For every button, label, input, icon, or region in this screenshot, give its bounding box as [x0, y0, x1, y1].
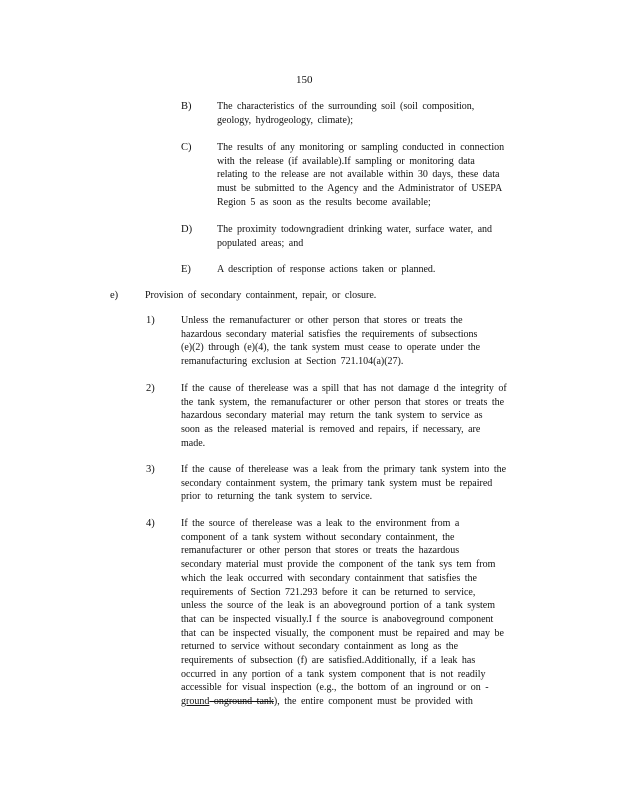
item-text [217, 263, 435, 277]
text-line: If the cause of therelease was a leak from the primary tank system into the [181, 464, 507, 475]
text-line: requirements of Section 721.293 before it can be returned to service, [181, 586, 476, 598]
text-line: prior to returning the tank system to service. [181, 491, 373, 503]
text-line-amended [181, 695, 504, 709]
inserted-text: ground [181, 696, 210, 708]
text-rest: ), the entire component must be provided with [273, 696, 473, 708]
item-text [217, 223, 492, 250]
text-line: that can be inspected visually, the component must be repaired and may be [181, 627, 504, 639]
text-line: occurred in any portion of a tank system component that is not readily [181, 668, 486, 680]
text-line: component of a tank system without secondary containment, the [181, 531, 455, 543]
item-label: D) [181, 224, 193, 235]
item-label: 2) [146, 383, 155, 394]
text-line: soon as the released material is removed and repairs, if necessary, are [181, 424, 481, 436]
item-label: 4) [146, 518, 155, 529]
text-line: Provision of secondary containment, repair, or closure. [145, 290, 377, 301]
item-text [181, 517, 504, 709]
text-line: made. [181, 437, 206, 449]
item-label: 1) [146, 315, 155, 326]
text-line: relating to the release are not available within 30 days, these data [217, 169, 500, 181]
text-line: with the release (if available).If sampling or monitoring data [217, 155, 475, 167]
text-line: populated areas; and [217, 237, 304, 249]
item-text [181, 382, 507, 451]
text-line: unless the source of the leak is an aboveground portion of a tank system [181, 600, 495, 612]
text-line: The characteristics of the surrounding soil (soil composition, [217, 101, 475, 112]
text-line: which the leak occurred with secondary containment that satisfies the [181, 572, 477, 584]
item-text [217, 141, 504, 210]
section-label: e) [110, 290, 119, 301]
section-heading [145, 289, 376, 303]
text-line: remanufacturing exclusion at Section 721.104(a)(27). [181, 356, 404, 368]
text-line: remanufacturer or other person that stores or treats the hazardous [181, 545, 460, 557]
text-line: The results of any monitoring or sampling conducted in connection [217, 142, 505, 153]
text-line: returned to service without secondary containment as long as the [181, 641, 459, 653]
item-text [181, 314, 480, 369]
item-label: E) [181, 264, 191, 275]
page-number: 150 [296, 74, 313, 86]
text-line: that can be inspected visually.I f the source is anaboveground component [181, 613, 494, 625]
text-line: secondary material must provide the component of the tank sys tem from [181, 559, 496, 571]
item-label: 3) [146, 464, 155, 475]
text-line: A description of response actions taken or planned. [217, 264, 436, 275]
text-line: the tank system, the remanufacturer or other person that stores or treats the [181, 396, 505, 408]
text-line: (e)(2) through (e)(4), the tank system must cease to operate under the [181, 342, 481, 354]
text-line: secondary containment system, the primary tank system must be repaired [181, 477, 493, 489]
text-line: If the cause of therelease was a spill that has not damage d the integrity of [181, 383, 507, 394]
text-line: accessible for visual inspection (e.g., the bottom of an inground or on - [181, 682, 489, 694]
item-label: C) [181, 142, 192, 153]
item-text [181, 463, 506, 504]
text-line: geology, hydrogeology, climate); [217, 114, 354, 126]
text-line: must be submitted to the Agency and the Administrator of USEPA [217, 183, 503, 195]
text-line: Unless the remanufacturer or other person that stores or treats the [181, 315, 463, 326]
item-label: B) [181, 101, 192, 112]
deleted-text: onground tank [209, 696, 274, 708]
item-text [217, 100, 474, 127]
text-line: Region 5 as soon as the results become available; [217, 196, 431, 208]
text-line: hazardous secondary material satisfies the requirements of subsections [181, 328, 478, 340]
text-line: If the source of therelease was a leak to the environment from a [181, 518, 460, 529]
text-line: The proximity todowngradient drinking water, surface water, and [217, 224, 493, 235]
text-line: hazardous secondary material may return the tank system to service as [181, 410, 483, 422]
text-line: requirements of subsection (f) are satisfied.Additionally, if a leak has [181, 655, 476, 667]
